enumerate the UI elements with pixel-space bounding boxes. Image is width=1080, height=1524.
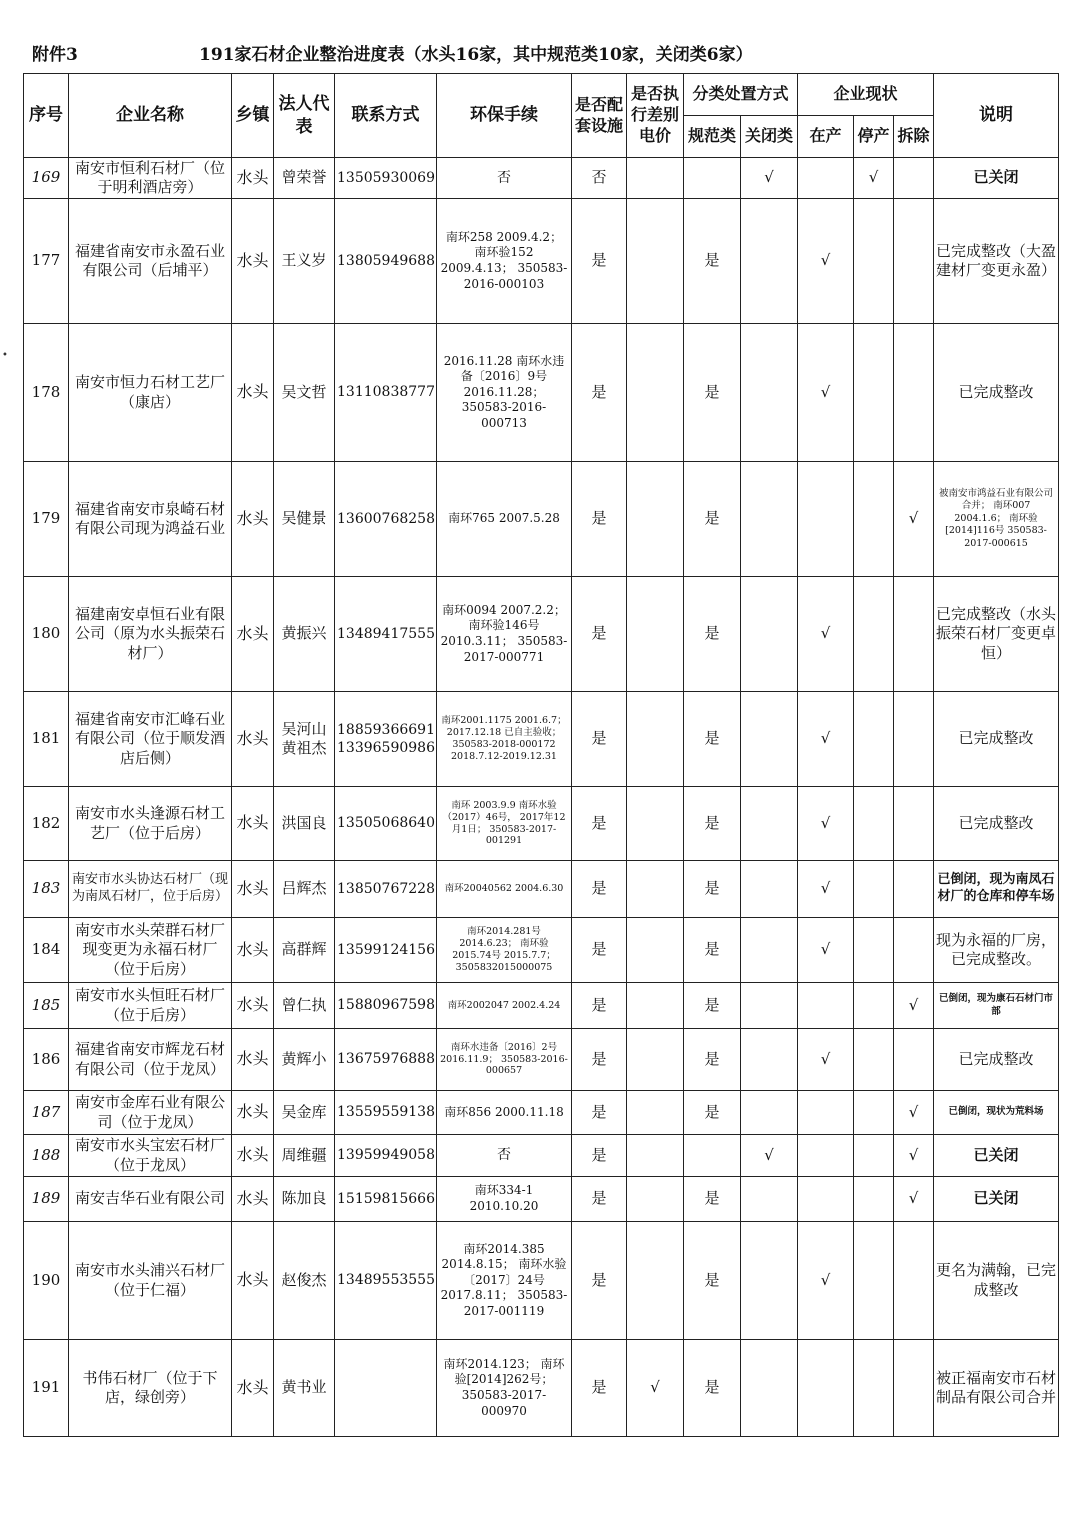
remark: 已完成整改 (934, 692, 1059, 787)
col-header-name: 企业名称 (69, 74, 232, 158)
col-header-remark: 说明 (934, 74, 1059, 158)
row-no: 188 (24, 1135, 69, 1177)
status-stopped (854, 1222, 894, 1340)
company-name: 福建南安卓恒石业有限公司（原为水头振荣石材厂） (69, 577, 232, 692)
status-stopped (854, 1177, 894, 1222)
col-header-status: 企业现状 (798, 74, 934, 116)
contact-phone: 18859366691 13396590986 (335, 692, 437, 787)
env-procedure: 南环 2003.9.9 南环水验（2017）46号， 2017年12月1日； 350583-2017-001291 (437, 787, 572, 861)
status-producing: √ (798, 577, 854, 692)
company-name: 南安市水头荣群石材厂现变更为永福石材厂（位于后房） (69, 918, 232, 983)
company-name: 福建省南安市辉龙石材有限公司（位于龙凤） (69, 1029, 232, 1091)
status-stopped (854, 692, 894, 787)
town: 水头 (232, 577, 274, 692)
env-procedure: 南环2014.385 2014.8.15； 南环水验〔2017〕24号 2017.8.11； 350583-2017-001119 (437, 1222, 572, 1340)
legal-person: 吕辉杰 (274, 861, 335, 918)
town: 水头 (232, 462, 274, 577)
table-row (24, 1029, 1059, 1091)
contact-phone: 13599124156 (335, 918, 437, 983)
status-producing: √ (798, 787, 854, 861)
diff-price (627, 918, 684, 983)
remark: 已倒闭，现状为荒料场 (934, 1091, 1059, 1135)
category-standard: 是 (684, 1340, 741, 1437)
category-close (741, 324, 798, 462)
diff-price (627, 983, 684, 1029)
contact-phone (335, 1340, 437, 1437)
status-demolished (894, 324, 934, 462)
remark: 被正福南安市石材制品有限公司合并 (934, 1340, 1059, 1437)
row-no: 189 (24, 1177, 69, 1222)
table-row (24, 983, 1059, 1029)
table-row (24, 1222, 1059, 1340)
category-standard: 是 (684, 983, 741, 1029)
town: 水头 (232, 199, 274, 324)
status-stopped (854, 462, 894, 577)
row-no: 186 (24, 1029, 69, 1091)
category-standard: 是 (684, 577, 741, 692)
town: 水头 (232, 324, 274, 462)
diff-price (627, 1177, 684, 1222)
row-no: 185 (24, 983, 69, 1029)
category-close (741, 692, 798, 787)
status-stopped (854, 1340, 894, 1437)
category-standard: 是 (684, 462, 741, 577)
row-no: 177 (24, 199, 69, 324)
status-producing (798, 1135, 854, 1177)
category-standard: 是 (684, 1177, 741, 1222)
col-header-env: 环保手续 (437, 74, 572, 158)
facility: 是 (572, 199, 627, 324)
facility: 是 (572, 1177, 627, 1222)
contact-phone: 13850767228 (335, 861, 437, 918)
town: 水头 (232, 1135, 274, 1177)
row-no: 182 (24, 787, 69, 861)
status-stopped (854, 861, 894, 918)
category-standard (684, 1135, 741, 1177)
category-close (741, 787, 798, 861)
category-standard: 是 (684, 1029, 741, 1091)
diff-price (627, 787, 684, 861)
facility: 是 (572, 983, 627, 1029)
col-header-close: 关闭类 (741, 116, 798, 158)
scan-mark: • (2, 350, 8, 361)
col-header-contact: 联系方式 (335, 74, 437, 158)
document-title: 191家石材企业整治进度表（水头16家，其中规范类10家，关闭类6家） (199, 45, 753, 65)
status-stopped (854, 577, 894, 692)
env-procedure: 南环2001.1175 2001.6.7； 2017.12.18 已自主验收； 350583-2018-000172 2018.7.12-2019.12.31 (437, 692, 572, 787)
status-stopped (854, 787, 894, 861)
company-name: 南安市水头浦兴石材厂（位于仁福） (69, 1222, 232, 1340)
row-no: 191 (24, 1340, 69, 1437)
table-row (24, 1340, 1059, 1437)
status-demolished (894, 787, 934, 861)
remark: 已关闭 (934, 1135, 1059, 1177)
town: 水头 (232, 1340, 274, 1437)
status-demolished: √ (894, 462, 934, 577)
status-stopped (854, 1135, 894, 1177)
table-row (24, 577, 1059, 692)
table-body (24, 158, 1059, 1437)
env-procedure: 否 (437, 1135, 572, 1177)
contact-phone: 13559559138 (335, 1091, 437, 1135)
diff-price (627, 1029, 684, 1091)
col-header-category: 分类处置方式 (684, 74, 798, 116)
env-procedure: 南环0094 2007.2.2； 南环验146号 2010.3.11； 350583-2017-000771 (437, 577, 572, 692)
town: 水头 (232, 983, 274, 1029)
company-name: 南安市水头协达石材厂（现为南凤石材厂，位于后房） (69, 861, 232, 918)
company-name: 福建省南安市泉崎石材有限公司现为鸿益石业 (69, 462, 232, 577)
env-procedure: 2016.11.28 南环水违备〔2016〕9号 2016.11.28； 350583-2016-000713 (437, 324, 572, 462)
category-standard: 是 (684, 918, 741, 983)
facility: 是 (572, 577, 627, 692)
legal-person: 曾荣誉 (274, 158, 335, 199)
remark: 已完成整改 (934, 324, 1059, 462)
facility: 是 (572, 787, 627, 861)
contact-phone: 13600768258 (335, 462, 437, 577)
category-standard (684, 158, 741, 199)
table-row (24, 1177, 1059, 1222)
diff-price (627, 324, 684, 462)
row-no: 180 (24, 577, 69, 692)
company-name: 南安市恒力石材工艺厂（康店） (69, 324, 232, 462)
legal-person: 王义岁 (274, 199, 335, 324)
col-header-producing: 在产 (798, 116, 854, 158)
status-stopped (854, 918, 894, 983)
status-stopped: √ (854, 158, 894, 199)
town: 水头 (232, 158, 274, 199)
col-header-town: 乡镇 (232, 74, 274, 158)
facility: 是 (572, 692, 627, 787)
row-no: 183 (24, 861, 69, 918)
diff-price (627, 199, 684, 324)
attachment-label: 附件3 (32, 45, 78, 65)
env-procedure: 南环258 2009.4.2； 南环验152 2009.4.13； 350583-2016-000103 (437, 199, 572, 324)
env-procedure: 南环334-1 2010.10.20 (437, 1177, 572, 1222)
company-name: 书伟石材厂（位于下店，绿创旁） (69, 1340, 232, 1437)
town: 水头 (232, 1029, 274, 1091)
status-stopped (854, 1029, 894, 1091)
table-row (24, 787, 1059, 861)
table-row (24, 324, 1059, 462)
env-procedure: 南环2014.281号 2014.6.23； 南环验 2015.74号 2015.7.7； 3505832015000075 (437, 918, 572, 983)
category-standard: 是 (684, 861, 741, 918)
category-close (741, 1177, 798, 1222)
category-close (741, 1340, 798, 1437)
progress-table (23, 73, 1059, 1437)
legal-person: 吴河山 黄祖杰 (274, 692, 335, 787)
row-no: 184 (24, 918, 69, 983)
table-row (24, 918, 1059, 983)
table-row (24, 199, 1059, 324)
status-demolished: √ (894, 1091, 934, 1135)
status-producing: √ (798, 861, 854, 918)
status-demolished (894, 158, 934, 199)
town: 水头 (232, 692, 274, 787)
remark: 被南安市鸿益石业有限公司合并； 南环007 2004.1.6； 南环验[2014]116号 350583-2017-000615 (934, 462, 1059, 577)
category-standard: 是 (684, 1091, 741, 1135)
diff-price (627, 692, 684, 787)
company-name: 南安市金库石业有限公司（位于龙凤） (69, 1091, 232, 1135)
contact-phone: 13805949688 (335, 199, 437, 324)
env-procedure: 否 (437, 158, 572, 199)
legal-person: 曾仁执 (274, 983, 335, 1029)
status-demolished (894, 1340, 934, 1437)
status-producing: √ (798, 918, 854, 983)
status-producing (798, 1340, 854, 1437)
document-header (24, 38, 1064, 68)
legal-person: 黄振兴 (274, 577, 335, 692)
env-procedure: 南环856 2000.11.18 (437, 1091, 572, 1135)
category-close (741, 577, 798, 692)
town: 水头 (232, 861, 274, 918)
company-name: 南安市水头宝宏石材厂（位于龙凤） (69, 1135, 232, 1177)
town: 水头 (232, 1177, 274, 1222)
diff-price (627, 1222, 684, 1340)
status-producing: √ (798, 1222, 854, 1340)
town: 水头 (232, 918, 274, 983)
facility: 是 (572, 1340, 627, 1437)
contact-phone: 15159815666 (335, 1177, 437, 1222)
category-standard: 是 (684, 324, 741, 462)
town: 水头 (232, 1222, 274, 1340)
status-demolished: √ (894, 1177, 934, 1222)
col-header-no: 序号 (24, 74, 69, 158)
facility: 是 (572, 1222, 627, 1340)
row-no: 181 (24, 692, 69, 787)
town: 水头 (232, 787, 274, 861)
category-close (741, 199, 798, 324)
row-no: 178 (24, 324, 69, 462)
category-close (741, 462, 798, 577)
legal-person: 陈加良 (274, 1177, 335, 1222)
status-stopped (854, 199, 894, 324)
facility: 是 (572, 918, 627, 983)
remark: 更名为满翰，已完成整改 (934, 1222, 1059, 1340)
col-header-diff-price: 是否执行差别电价 (627, 74, 684, 158)
company-name: 福建省南安市汇峰石业有限公司（位于顺发酒店后侧） (69, 692, 232, 787)
col-header-demolished: 拆除 (894, 116, 934, 158)
diff-price (627, 158, 684, 199)
remark: 已关闭 (934, 158, 1059, 199)
status-demolished (894, 577, 934, 692)
env-procedure: 南环20040562 2004.6.30 (437, 861, 572, 918)
legal-person: 周维疆 (274, 1135, 335, 1177)
company-name: 南安市水头逢源石材工艺厂（位于后房） (69, 787, 232, 861)
row-no: 187 (24, 1091, 69, 1135)
contact-phone: 13489553555 (335, 1222, 437, 1340)
category-close (741, 1222, 798, 1340)
remark: 已完成整改 (934, 787, 1059, 861)
remark: 已完成整改 (934, 1029, 1059, 1091)
facility: 是 (572, 1135, 627, 1177)
legal-person: 吴金库 (274, 1091, 335, 1135)
status-demolished (894, 1029, 934, 1091)
contact-phone: 13959949058 (335, 1135, 437, 1177)
row-no: 179 (24, 462, 69, 577)
status-producing: √ (798, 324, 854, 462)
status-stopped (854, 983, 894, 1029)
legal-person: 黄辉小 (274, 1029, 335, 1091)
remark: 已完成整改（水头振荣石材厂变更卓恒） (934, 577, 1059, 692)
col-header-standard: 规范类 (684, 116, 741, 158)
category-close (741, 983, 798, 1029)
facility: 是 (572, 462, 627, 577)
company-name: 南安市恒利石材厂（位于明利酒店旁） (69, 158, 232, 199)
legal-person: 赵俊杰 (274, 1222, 335, 1340)
category-close (741, 1091, 798, 1135)
col-header-legal: 法人代表 (274, 74, 335, 158)
town: 水头 (232, 1091, 274, 1135)
company-name: 南安吉华石业有限公司 (69, 1177, 232, 1222)
table-row (24, 692, 1059, 787)
category-close: √ (741, 1135, 798, 1177)
table-row (24, 1091, 1059, 1135)
company-name: 南安市水头恒旺石材厂（位于后房） (69, 983, 232, 1029)
category-close (741, 861, 798, 918)
diff-price (627, 861, 684, 918)
contact-phone: 13110838777 (335, 324, 437, 462)
diff-price (627, 1135, 684, 1177)
diff-price (627, 462, 684, 577)
status-stopped (854, 324, 894, 462)
remark: 已完成整改（大盈建材厂变更永盈） (934, 199, 1059, 324)
diff-price (627, 577, 684, 692)
row-no: 169 (24, 158, 69, 199)
status-producing (798, 1177, 854, 1222)
category-close (741, 1029, 798, 1091)
contact-phone: 15880967598 (335, 983, 437, 1029)
col-header-stopped: 停产 (854, 116, 894, 158)
diff-price: √ (627, 1340, 684, 1437)
status-demolished (894, 918, 934, 983)
legal-person: 黄书业 (274, 1340, 335, 1437)
status-demolished: √ (894, 1135, 934, 1177)
legal-person: 吴文哲 (274, 324, 335, 462)
status-producing: √ (798, 1029, 854, 1091)
status-producing (798, 158, 854, 199)
status-producing (798, 983, 854, 1029)
facility: 是 (572, 1091, 627, 1135)
category-standard: 是 (684, 199, 741, 324)
remark: 现为永福的厂房，已完成整改。 (934, 918, 1059, 983)
contact-phone: 13505068640 (335, 787, 437, 861)
status-producing (798, 462, 854, 577)
env-procedure: 南环2014.123； 南环验[2014]262号； 350583-2017-000970 (437, 1340, 572, 1437)
facility: 否 (572, 158, 627, 199)
legal-person: 吴健景 (274, 462, 335, 577)
diff-price (627, 1091, 684, 1135)
status-demolished: √ (894, 983, 934, 1029)
status-demolished (894, 861, 934, 918)
table-row (24, 861, 1059, 918)
table-row (24, 1135, 1059, 1177)
status-producing: √ (798, 692, 854, 787)
category-standard: 是 (684, 1222, 741, 1340)
remark: 已倒闭，现为南凤石材厂的仓库和停车场 (934, 861, 1059, 918)
contact-phone: 13505930069 (335, 158, 437, 199)
remark: 已关闭 (934, 1177, 1059, 1222)
contact-phone: 13675976888 (335, 1029, 437, 1091)
status-stopped (854, 1091, 894, 1135)
legal-person: 高群辉 (274, 918, 335, 983)
status-demolished (894, 692, 934, 787)
status-demolished (894, 1222, 934, 1340)
status-producing: √ (798, 199, 854, 324)
env-procedure: 南环765 2007.5.28 (437, 462, 572, 577)
col-header-facility: 是否配套设施 (572, 74, 627, 158)
status-producing (798, 1091, 854, 1135)
env-procedure: 南环水违备〔2016〕2号 2016.11.9； 350583-2016-000657 (437, 1029, 572, 1091)
table-header (24, 74, 1059, 158)
category-standard: 是 (684, 692, 741, 787)
table-row (24, 158, 1059, 199)
table-row (24, 462, 1059, 577)
row-no: 190 (24, 1222, 69, 1340)
facility: 是 (572, 324, 627, 462)
contact-phone: 13489417555 (335, 577, 437, 692)
category-close: √ (741, 158, 798, 199)
category-close (741, 918, 798, 983)
legal-person: 洪国良 (274, 787, 335, 861)
category-standard: 是 (684, 787, 741, 861)
env-procedure: 南环2002047 2002.4.24 (437, 983, 572, 1029)
facility: 是 (572, 861, 627, 918)
remark: 已倒闭，现为康石石材门市部 (934, 983, 1059, 1029)
facility: 是 (572, 1029, 627, 1091)
company-name: 福建省南安市永盈石业有限公司（后埔平） (69, 199, 232, 324)
status-demolished (894, 199, 934, 324)
